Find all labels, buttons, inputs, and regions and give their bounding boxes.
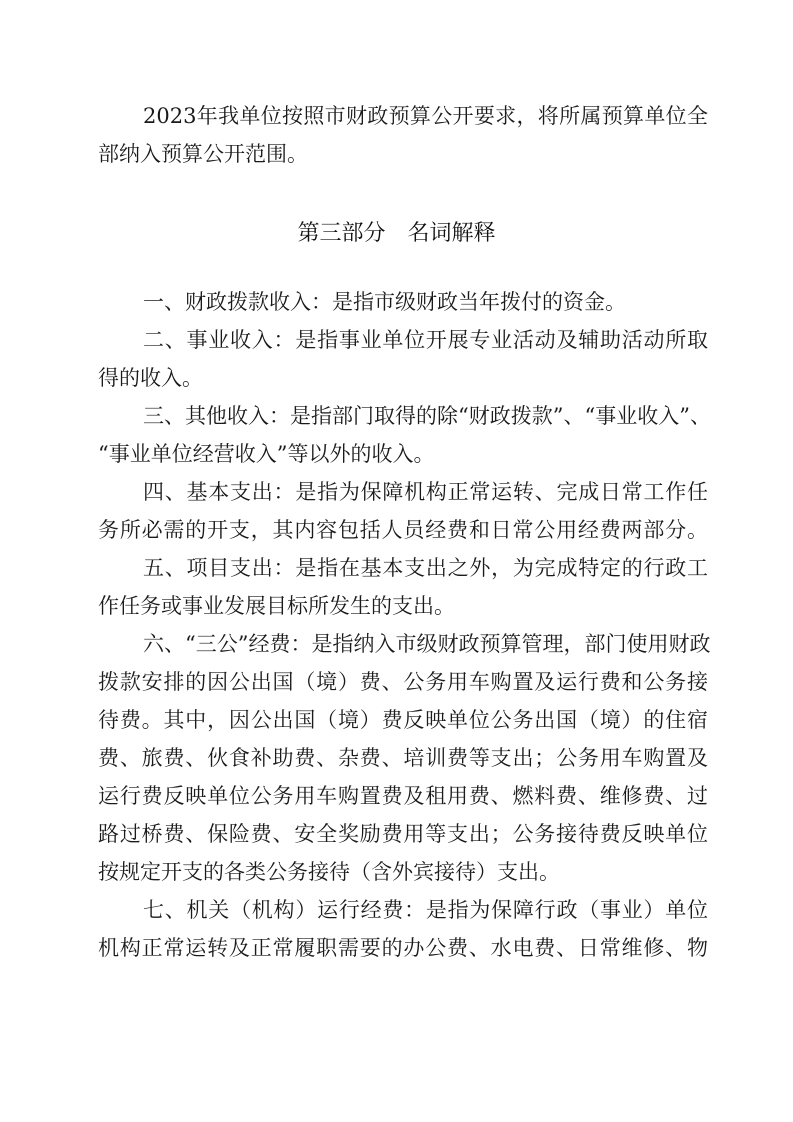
definition-7-line-1: 七、机关（机构）运行经费：是指为保障行政（事业）单位 (143, 898, 708, 922)
intro-line-1: 2023年我单位按照市财政预算公开要求，将所属预算单位全 (143, 104, 708, 128)
definition-4-line-1: 四、基本支出：是指为保障机构正常运转、完成日常工作任 (143, 480, 708, 504)
definition-5-line-1: 五、项目支出：是指在基本支出之外，为完成特定的行政工 (143, 556, 708, 580)
definition-7-line-2: 机构正常运转及正常履职需要的办公费、水电费、日常维修、物 (98, 936, 708, 960)
definition-5-line-2: 作任务或事业发展目标所发生的支出。 (98, 594, 455, 618)
definition-6-line-6: 路过桥费、保险费、安全奖励费用等支出；公务接待费反映单位 (98, 822, 708, 846)
definition-6-line-2: 拨款安排的因公出国（境）费、公务用车购置及运行费和公务接 (98, 670, 708, 694)
section-title: 第三部分 名词解释 (297, 221, 496, 246)
definition-6-line-3: 待费。其中，因公出国（境）费反映单位公务出国（境）的住宿 (98, 708, 708, 732)
definition-6-line-4: 费、旅费、伙食补助费、杂费、培训费等支出；公务用车购置及 (98, 746, 708, 770)
definition-3-line-2: “事业单位经营收入”等以外的收入。 (98, 442, 435, 466)
definition-1-line-1: 一、财政拨款收入：是指市级财政当年拨付的资金。 (143, 290, 626, 314)
definition-3-line-1: 三、其他收入：是指部门取得的除“财政拨款”、“事业收入”、 (143, 404, 711, 428)
definition-2-line-1: 二、事业收入：是指事业单位开展专业活动及辅助活动所取 (143, 328, 708, 352)
intro-line-2: 部纳入预算公开范围。 (98, 142, 308, 166)
definition-6-line-1: 六、“三公”经费：是指纳入市级财政预算管理，部门使用财政 (143, 632, 711, 656)
definition-6-line-7: 按规定开支的各类公务接待（含外宾接待）支出。 (98, 860, 560, 884)
definition-4-line-2: 务所必需的开支，其内容包括人员经费和日常公用经费两部分。 (98, 518, 708, 542)
definition-2-line-2: 得的收入。 (98, 366, 203, 390)
definition-6-line-5: 运行费反映单位公务用车购置费及租用费、燃料费、维修费、过 (98, 784, 708, 808)
